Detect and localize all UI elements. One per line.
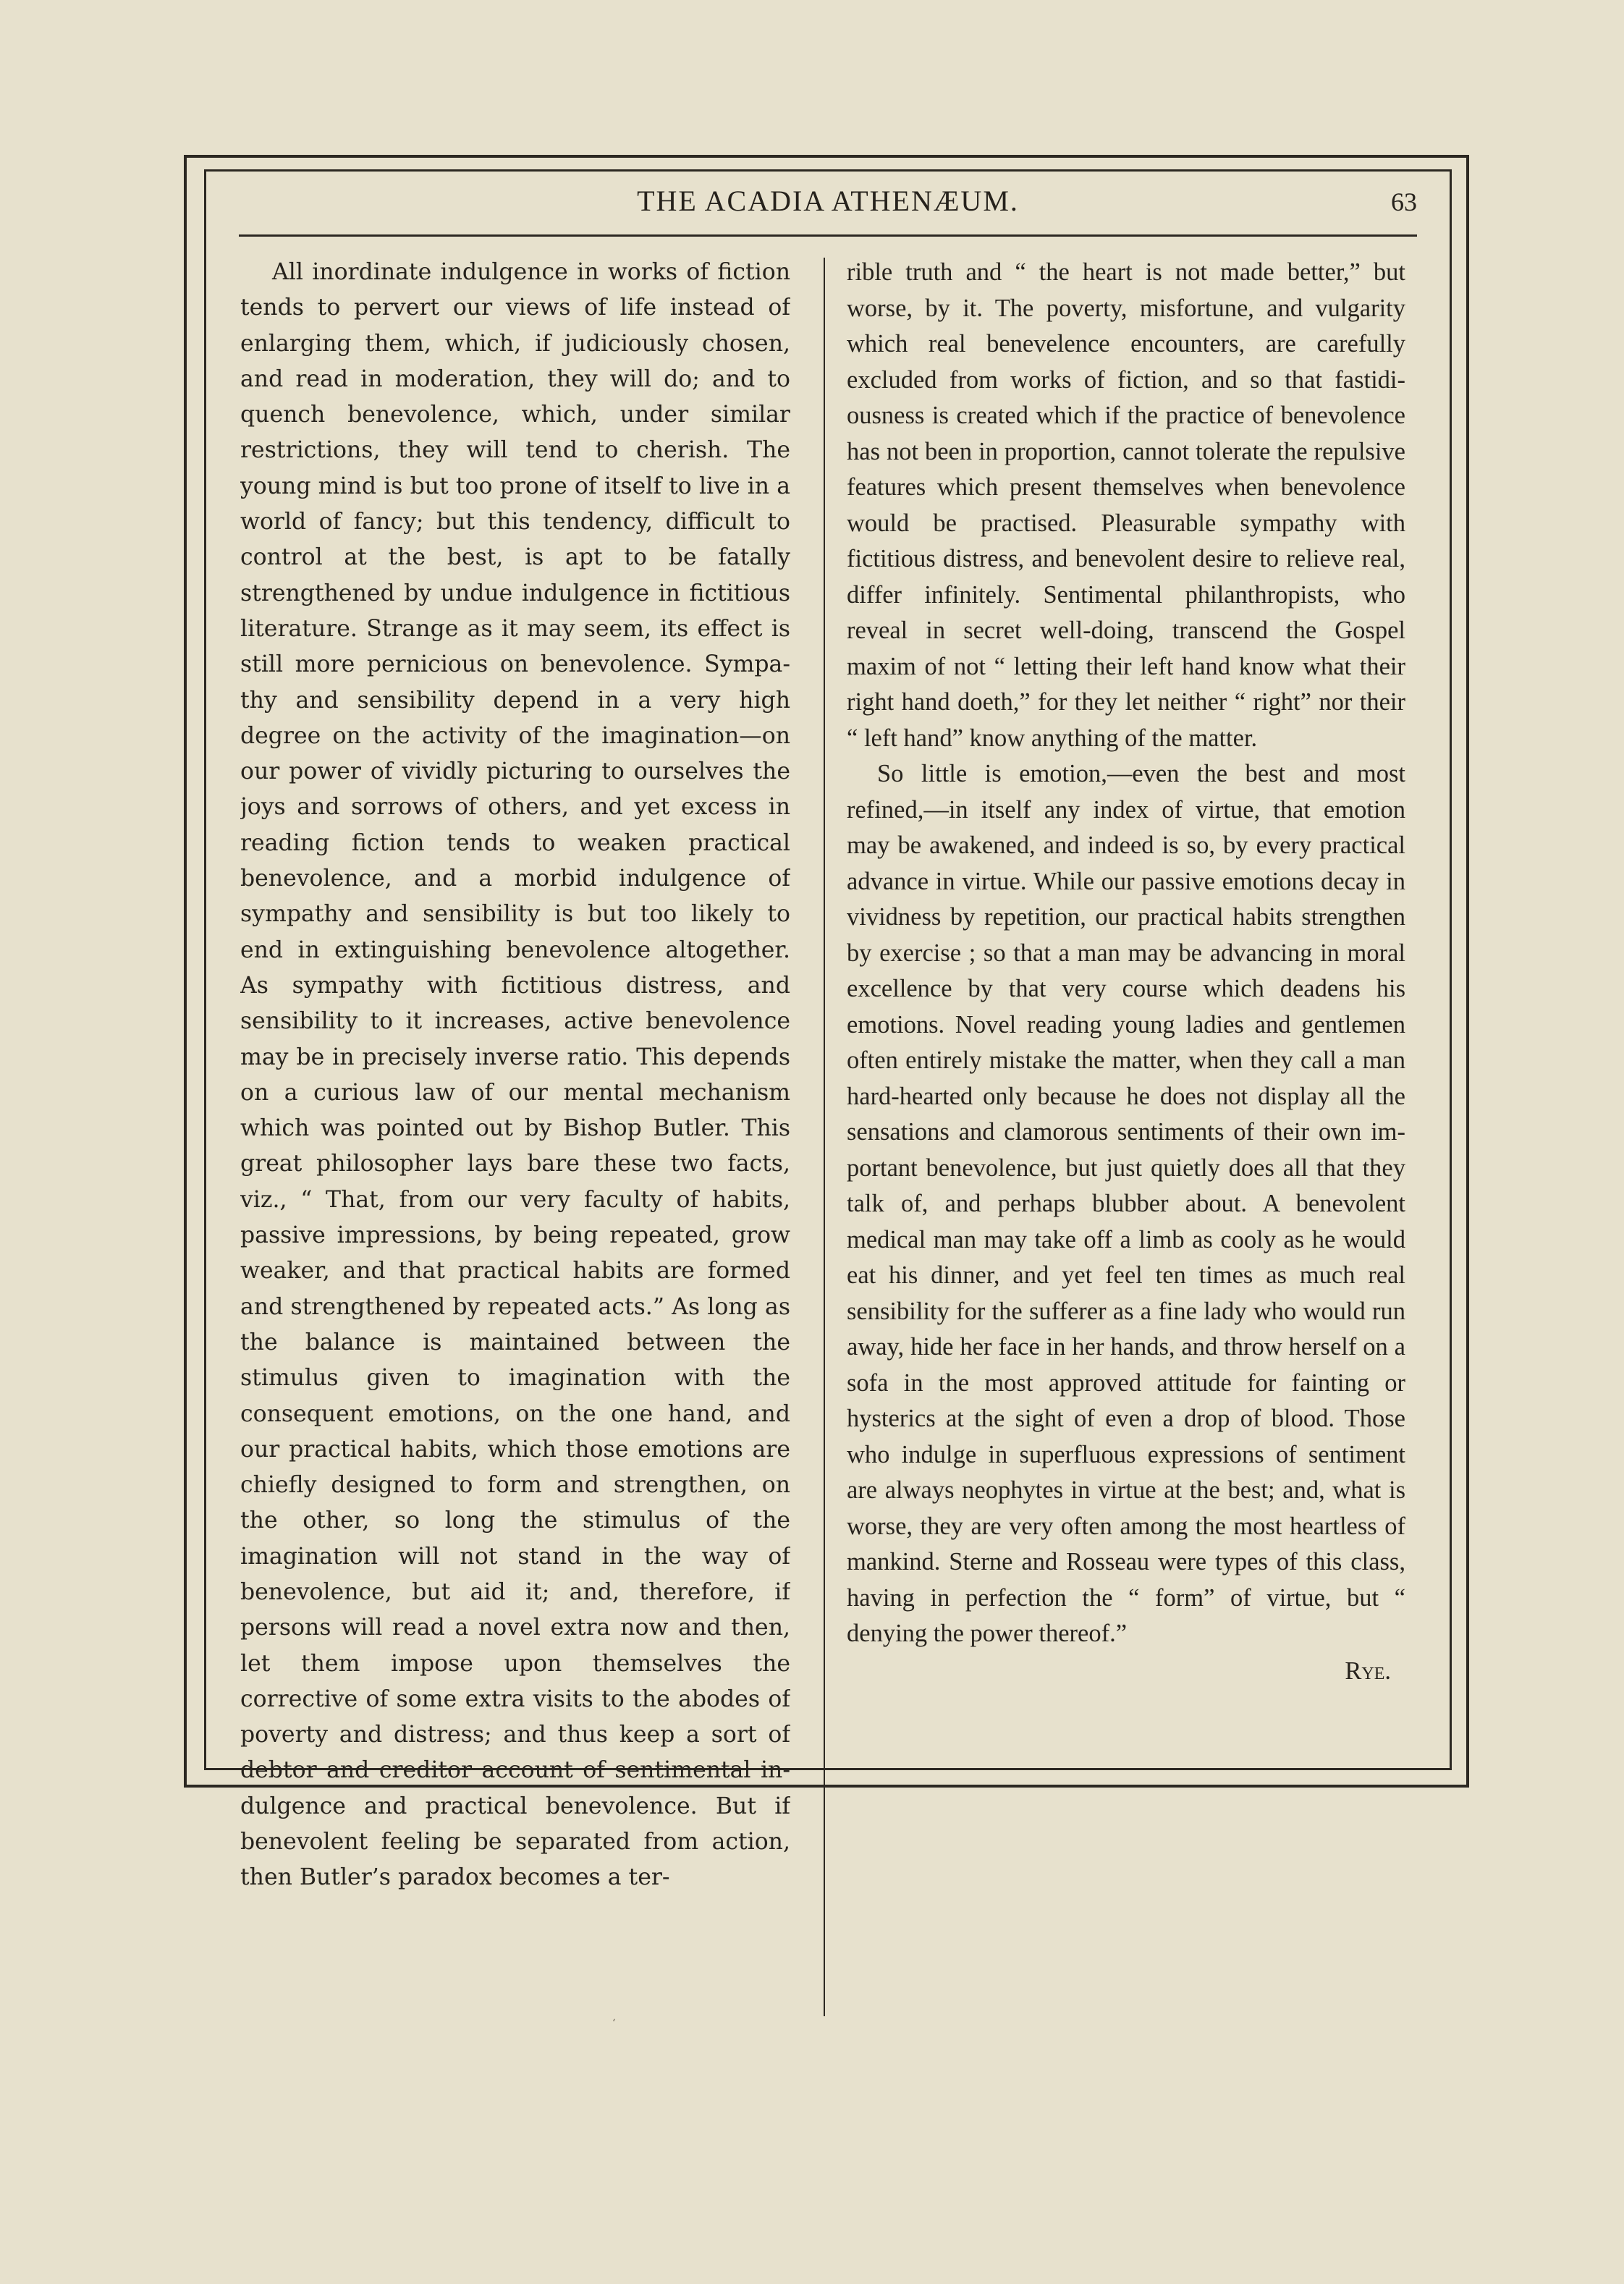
author-signature [847, 1654, 1405, 1690]
page-number: 63 [1391, 187, 1417, 216]
author-signature-text: Rye. [1345, 1657, 1391, 1685]
right-paragraph-2: So little is emotion,—even the best and most refined,—in itself any index of virtue, that emotion may be awakened, and indeed is so, by every practical advance in virtue. While our passive emotions decay in vividness by repetition, our practical habits strengthen by exercise ; so that a man may be advancing in moral excellence by that very course which deadens his emotions. Novel reading young ladies and gentlemen often entirely mistake the matter, when they call a man hard-hearted only because he does not display all the sensations and clamorous sentiments of their own important benevolence, but just quietly does all that they talk of, and perhaps blubber about. A benevolent medical man may take off a limb as cooly as he would eat his dinner, and yet feel ten times as much real sensibility for the sufferer as a fine lady who would run away, hide her face in her hands, and throw herself on a sofa in the most approved attitude for fainting or hysterics at the sight of even a drop of blood. Those who indulge in superfluous expressions of sentiment are always neophytes in virtue at the best; and, what is worse, they are very often among the most heartless of mankind. Sterne and Rosseau were types of this class, having in perfection the “ form” of virtue, but “ denying the power thereof.” [847, 760, 1405, 1647]
left-paragraph-1: All inordinate indulgence in works of fiction tends to pervert our views of life instead of enlarging them, which, if judiciously chosen, and read in moderation, they will do; and to quench benevolence, which, under similar restrictions, they will tend to cherish. The young mind is but too prone of itself to live in a world of fancy; but this tendency, difficult to control at the best, is apt to be fatally strengthened by undue indulgence in fictitious literature. Strange as it may seem, its effect is still more pernicious on benevolence. Sympathy and sensibility depend in a very high degree on the activity of the imagination—on our power of vividly picturing to ourselves the joys and sorrows of others, and yet excess in reading fiction tends to weaken practical benevolence, and a morbid indulgence of sympathy and sensibility is but too likely to end in extinguishing benevolence altogether. As sympathy with fictitious distress, and sensibility to it increases, active benevolence may be in precisely inverse ratio. This depends on a curious law of our mental mechanism which was pointed out by Bishop Butler. This great philosopher lays bare these two facts, viz., “ That, from our very faculty of habits, passive impressions, by being repeated, grow weaker, and that practical habits are formed and strengthened by repeated acts.” As long as the balance is maintained between the stimulus given to imagination with the consequent emotions, on the one hand, and our practical habits, which those emotions are chiefly designed to form and strengthen, on the other, so long the stimulus of the imagination will not stand in the way of benevolence, but aid it; and, therefore, if persons will read a novel extra now and then, let them impose upon themselves the corrective of some extra visits to the abodes of poverty and distress; and thus keep a sort of debtor and creditor account of sentimental indulgence and practical benevolence. But if benevolent feeling be separated from action, then Butler’s paradox becomes a ter- [240, 259, 790, 1891]
left-column [240, 255, 790, 2006]
print-mark: ʻ [612, 2018, 616, 2029]
right-paragraph-1: rible truth and “ the heart is not made better,” but worse, by it. The poverty, misfortune, and vulgarity which real benevelence encounters, are carefully excluded from works of fiction, and so that fastidiousness is created which if the practice of benevolence has not been in proportion, cannot tolerate the repulsive features which present themselves when benevolence would be practised. Pleasurable sympathy with fictitious distress, and benevolent desire to relieve real, differ infinitely. Sentimental philanthropists, who reveal in secret well-doing, transcend the Gospel maxim of not “ letting their left hand know what their right hand doeth,” for they let neither “ right” nor their “ left hand” know anything of the matter. [847, 258, 1405, 752]
running-title: THE ACADIA ATHENÆUM. [637, 185, 1019, 217]
column-divider [824, 258, 825, 2016]
right-column [847, 255, 1405, 2006]
page-header [239, 179, 1417, 237]
